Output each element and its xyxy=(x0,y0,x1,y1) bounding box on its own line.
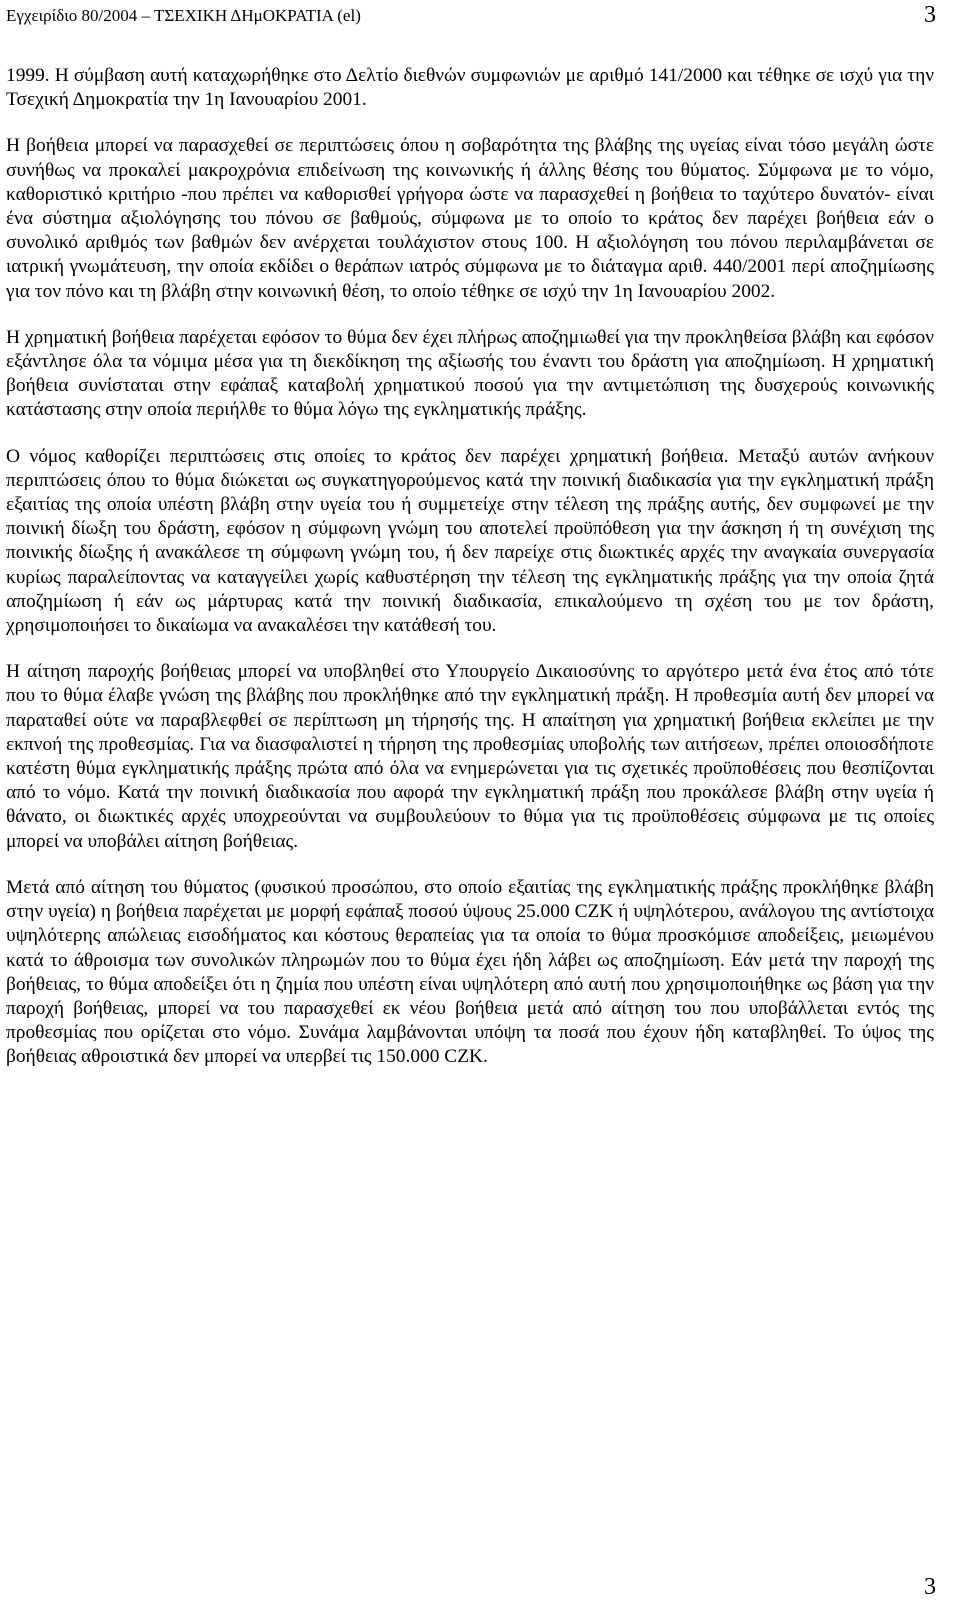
footer-page-number: 3 xyxy=(924,1574,936,1600)
document-title: Εγχειρίδιο 80/2004 – ΤΣΕΧΙΚΗ ΔΗμΟΚΡΑΤΙΑ (el) xyxy=(6,6,361,25)
paragraph-convention-continuation: 1999. Η σύμβαση αυτή καταχωρήθηκε στο Δελτίο διεθνών συμφωνιών με αριθμό 141/2000 και τέθηκε σε ισχύ για την Τσεχική Δημοκρατία την 1η Ιανουαρίου 2001. xyxy=(6,65,934,111)
paragraph-exclusions: Ο νόμος καθορίζει περιπτώσεις στις οποίες το κράτος δεν παρέχει χρηματική βοήθεια. Μεταξύ αυτών ανήκουν περιπτώσεις όπου το θύμα διώκεται ως συγκατηγορούμενος κατά την ποινική διαδικασία για την εγκληματική πράξη εξαιτίας της οποία υπέστη βλάβη στην υγεία του ή συμμετείχε στην τέλεση της πράξης αυτής, δεν συμφωνεί με την ποινική δίωξη του δράστη, εφόσον η σύμφωνη γνώμη του αποτελεί προϋπόθεση για την άσκηση ή τη συνέχιση της ποινικής δίωξης ή ανακάλεσε τη σύμφωνη γνώμη του, ή δεν παρείχε στις διωκτικές αρχές την αναγκαία συνεργασία κυρίως παραλείποντας να καταγγείλει χωρίς καθυστέρηση την τέλεση της εγκληματικής πράξης για την οποία ζητά αποζημίωση ή εάν ως μάρτυρας κατά την ποινική διαδικασία, επικαλούμενο τη σχέση του με τον δράστη, χρησιμοποιήσει το δικαίωμα να ανακαλέσει την κατάθεσή του. xyxy=(6,445,934,637)
paragraph-eligibility-criteria: Η βοήθεια μπορεί να παρασχεθεί σε περιπτώσεις όπου η σοβαρότητα της βλάβης της υγείας είναι τόσο μεγάλη ώστε συνήθως να προκαλεί μακροχρόνια επιδείνωση της κοινωνικής ή άλλης θέσης του θύματος. Σύμφωνα με το νόμο, καθοριστικό κριτήριο -που πρέπει να καθορισθεί γρήγορα ώστε να παρασχεθεί η βοήθεια το ταχύτερο δυνατόν- είναι ένα σύστημα αξιολόγησης του πόνου σε βαθμούς, σύμφωνα με το οποίο το κράτος δεν παρέχει βοήθεια εάν ο συνολικό αριθμός των βαθμών δεν ανέρχεται τουλάχιστον στους 100. Η αξιολόγηση του πόνου περιλαμβάνεται σε ιατρική γνωμάτευση, την οποία εκδίδει ο θεράπων ιατρός σύμφωνα με το διάταγμα αριθ. 440/2001 περί αποζημίωσης για τον πόνο και τη βλάβη στην κοινωνική θέση, το οποίο τέθηκε σε ισχύ την 1η Ιανουαρίου 2002. xyxy=(6,135,934,302)
paragraph-application-deadline: Η αίτηση παροχής βοήθειας μπορεί να υποβληθεί στο Υπουργείο Δικαιοσύνης το αργότερο μετά ένα έτος από τότε που το θύμα έλαβε γνώση της βλάβης που προκλήθηκε από την εγκληματική πράξη. Η προθεσμία αυτή δεν μπορεί να παραταθεί ούτε να παραβλεφθεί σε περίπτωση μη τήρησής της. Η απαίτηση για χρηματική βοήθεια εκλείπει με την εκπνοή της προθεσμίας. Για να διασφαλιστεί η τήρηση της προθεσμίας υποβολής των αιτήσεων, πρέπει οποιοσδήποτε κατέστη θύμα εγκληματικής πράξης πρώτα από όλα να ενημερώνεται για τις σχετικές προϋποθέσεις που θεσπίζονται από το νόμο. Κατά την ποινική διαδικασία που αφορά την εγκληματική πράξη που προκάλεσε βλάβη στην υγεία ή θάνατο, οι διωκτικές αρχές υποχρεούνται να συμβουλεύουν το θύμα για τις προϋποθέσεις σύμφωνα με τις οποίες μπορεί να υποβάλει αίτηση βοήθειας. xyxy=(6,661,934,852)
header-page-number: 3 xyxy=(924,2,936,28)
paragraph-assistance-amount: Μετά από αίτηση του θύματος (φυσικού προσώπου, στο οποίο εξαιτίας της εγκληματικής πράξης προκλήθηκε βλάβη στην υγεία) η βοήθεια παρέχεται με μορφή εφάπαξ ποσού ύψους 25.000 CZK ή υψηλότερου, ανάλογου της αντίστοιχα υψηλότερης απώλειας εισοδήματος και κόστους θεραπείας για τα οποία το θύμα προσκόμισε αποδείξεις, μειωμένου κατά το άθροισμα των συνολικών πληρωμών που το θύμα έχει ήδη λάβει ως αποζημίωση. Εάν μετά την παροχή της βοήθειας, το θύμα αποδείξει ότι η ζημία που υπέστη είναι υψηλότερη από αυτή που χρησιμοποιήθηκε ως βάση για την παροχή βοήθειας, μπορεί να του παρασχεθεί εκ νέου βοήθεια μετά από αίτηση του που υποβάλλεται εντός της προθεσμίας που ορίζεται στο νόμο. Συνάμα λαμβάνονται υπόψη τα ποσά που έχουν ήδη καταβληθεί. Το ύψος της βοήθειας αθροιστικά δεν μπορεί να υπερβεί τις 150.000 CZK. xyxy=(6,876,934,1068)
document-body xyxy=(6,64,934,1092)
page-header xyxy=(0,0,960,40)
paragraph-financial-assistance: Η χρηματική βοήθεια παρέχεται εφόσον το θύμα δεν έχει πλήρως αποζημιωθεί για την προκληθείσα βλάβη και εφόσον εξάντλησε όλα τα νόμιμα μέσα για τη διεκδίκηση της αξίωσής του έναντι του δράστη για αποζημίωση. Η χρηματική βοήθεια συνίσταται στην εφάπαξ καταβολή χρηματικού ποσού για την αντιμετώπιση της δυσχερούς κοινωνικής κατάστασης στην οποία περιήλθε το θύμα λόγω της εγκληματικής πράξης. xyxy=(6,326,934,421)
